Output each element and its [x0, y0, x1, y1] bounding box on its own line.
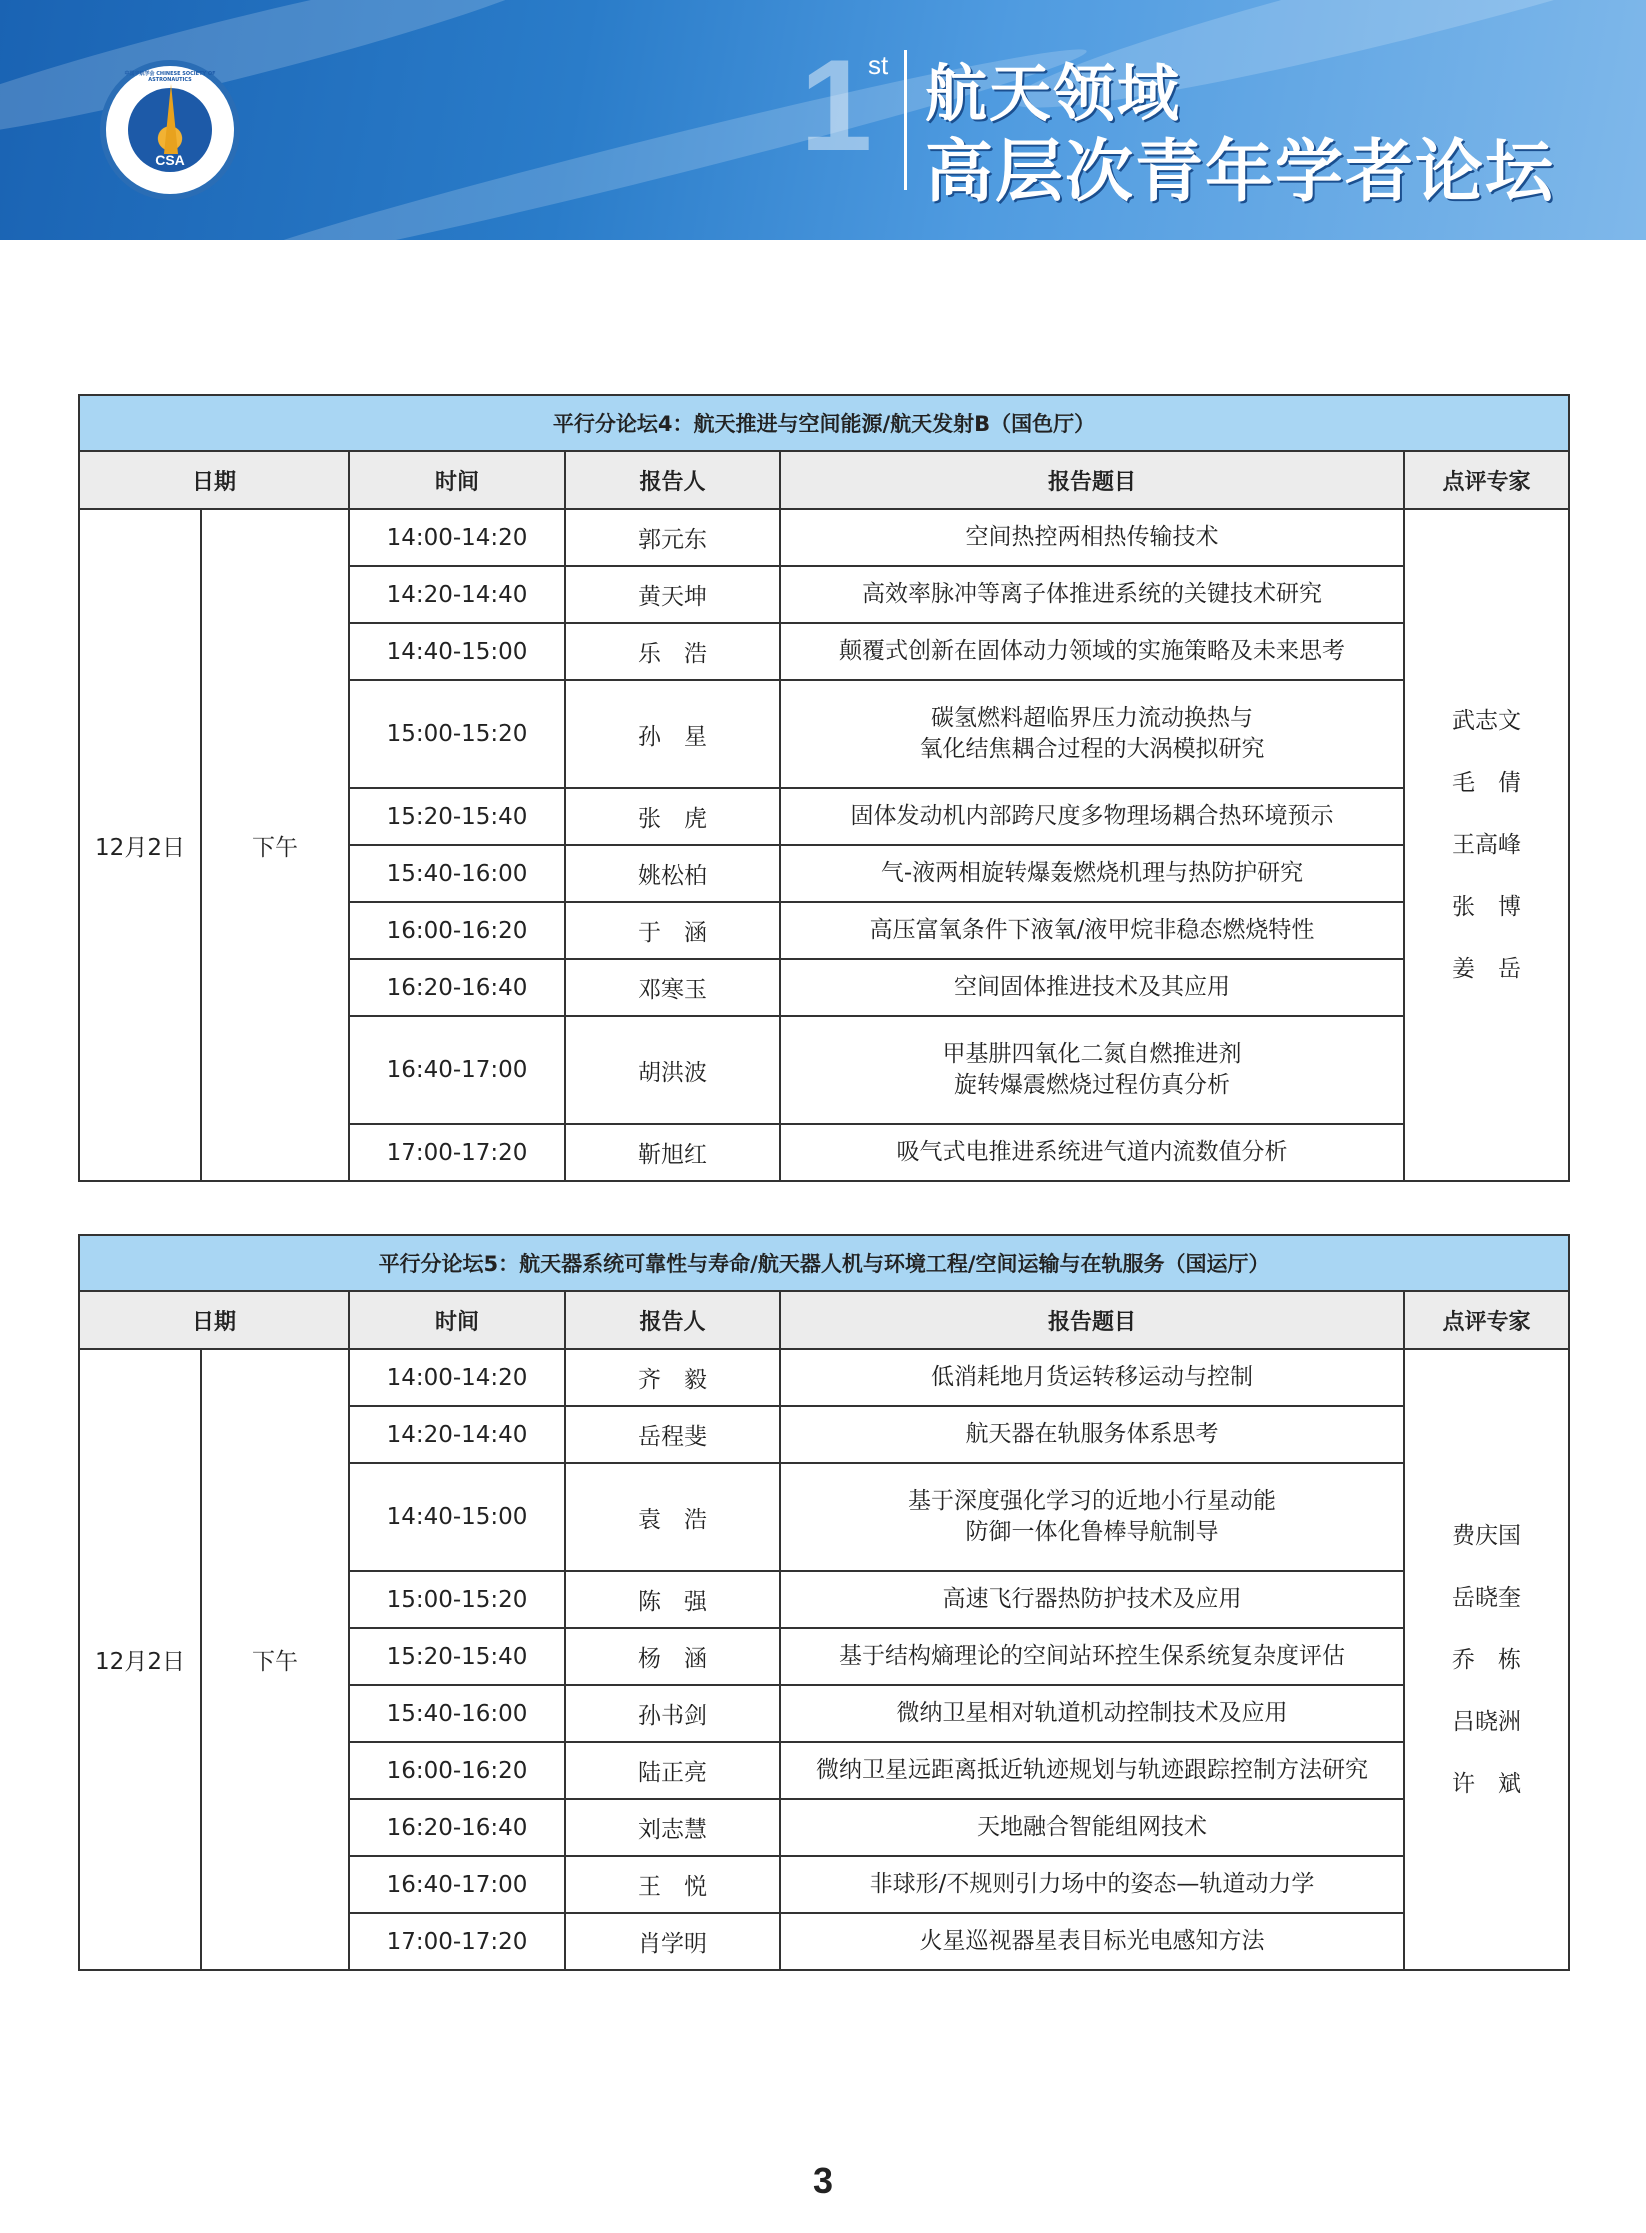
- time-cell: 15:40-16:00: [349, 845, 565, 902]
- time-cell: 16:20-16:40: [349, 1799, 565, 1856]
- speaker-cell: 岳程斐: [565, 1406, 780, 1463]
- experts-cell: 武志文 毛 倩 王高峰 张 博 姜 岳: [1404, 509, 1569, 1181]
- speaker-cell: 于 涵: [565, 902, 780, 959]
- time-cell: 16:00-16:20: [349, 902, 565, 959]
- speaker-cell: 郭元东: [565, 509, 780, 566]
- col-date: 日期: [79, 1291, 349, 1349]
- topic-cell: 高效率脉冲等离子体推进系统的关键技术研究: [780, 566, 1404, 623]
- time-cell: 17:00-17:20: [349, 1913, 565, 1970]
- time-cell: 14:20-14:40: [349, 566, 565, 623]
- time-cell: 14:20-14:40: [349, 1406, 565, 1463]
- speaker-cell: 刘志慧: [565, 1799, 780, 1856]
- time-cell: 14:40-15:00: [349, 623, 565, 680]
- topic-cell: 气-液两相旋转爆轰燃烧机理与热防护研究: [780, 845, 1404, 902]
- topic-cell: 航天器在轨服务体系思考: [780, 1406, 1404, 1463]
- time-cell: 16:40-17:00: [349, 1856, 565, 1913]
- time-cell: 15:00-15:20: [349, 1571, 565, 1628]
- time-cell: 16:00-16:20: [349, 1742, 565, 1799]
- col-experts: 点评专家: [1404, 1291, 1569, 1349]
- col-time: 时间: [349, 1291, 565, 1349]
- time-cell: 16:20-16:40: [349, 959, 565, 1016]
- experts-cell: 费庆国 岳晓奎 乔 栋 吕晓洲 许 斌: [1404, 1349, 1569, 1970]
- topic-cell: 基于深度强化学习的近地小行星动能 防御一体化鲁棒导航制导: [780, 1463, 1404, 1571]
- col-speaker: 报告人: [565, 451, 780, 509]
- topic-cell: 甲基肼四氧化二氮自燃推进剂 旋转爆震燃烧过程仿真分析: [780, 1016, 1404, 1124]
- table-row: [79, 1349, 1569, 1406]
- speaker-cell: 张 虎: [565, 788, 780, 845]
- topic-cell: 空间热控两相热传输技术: [780, 509, 1404, 566]
- col-time: 时间: [349, 451, 565, 509]
- topic-cell: 基于结构熵理论的空间站环控生保系统复杂度评估: [780, 1628, 1404, 1685]
- title-divider: [904, 50, 907, 190]
- speaker-cell: 陈 强: [565, 1571, 780, 1628]
- topic-cell: 微纳卫星相对轨道机动控制技术及应用: [780, 1685, 1404, 1742]
- speaker-cell: 陆正亮: [565, 1742, 780, 1799]
- time-cell: 15:00-15:20: [349, 680, 565, 788]
- col-topic: 报告题目: [780, 451, 1404, 509]
- time-cell: 15:20-15:40: [349, 788, 565, 845]
- period-cell: 下午: [201, 1349, 349, 1970]
- date-cell: 12月2日: [79, 509, 201, 1181]
- speaker-cell: 靳旭红: [565, 1124, 780, 1181]
- time-cell: 14:00-14:20: [349, 509, 565, 566]
- col-speaker: 报告人: [565, 1291, 780, 1349]
- forum5-table: [78, 1234, 1570, 1971]
- col-experts: 点评专家: [1404, 451, 1569, 509]
- page-number: 3: [812, 2160, 834, 2201]
- time-cell: 14:40-15:00: [349, 1463, 565, 1571]
- topic-cell: 空间固体推进技术及其应用: [780, 959, 1404, 1016]
- logo-ring-text: 中国宇航学会 CHINESE SOCIETY OF ASTRONAUTICS: [124, 71, 216, 83]
- topic-cell: 高速飞行器热防护技术及应用: [780, 1571, 1404, 1628]
- topic-cell: 低消耗地月货运转移运动与控制: [780, 1349, 1404, 1406]
- topic-cell: 微纳卫星远距离抵近轨迹规划与轨迹跟踪控制方法研究: [780, 1742, 1404, 1799]
- edition-suffix: st: [868, 50, 889, 80]
- topic-cell: 天地融合智能组网技术: [780, 1799, 1404, 1856]
- speaker-cell: 孙书剑: [565, 1685, 780, 1742]
- speaker-cell: 袁 浩: [565, 1463, 780, 1571]
- table-row: [79, 509, 1569, 566]
- time-cell: 15:20-15:40: [349, 1628, 565, 1685]
- topic-cell: 固体发动机内部跨尺度多物理场耦合热环境预示: [780, 788, 1404, 845]
- title-line1: 航天领域: [925, 57, 1182, 130]
- logo-text: CSA: [155, 152, 185, 168]
- topic-cell: 碳氢燃料超临界压力流动换热与 氧化结焦耦合过程的大涡模拟研究: [780, 680, 1404, 788]
- forum4-table: [78, 394, 1570, 1182]
- time-cell: 14:00-14:20: [349, 1349, 565, 1406]
- period-cell: 下午: [201, 509, 349, 1181]
- speaker-cell: 杨 涵: [565, 1628, 780, 1685]
- speaker-cell: 齐 毅: [565, 1349, 780, 1406]
- topic-cell: 非球形/不规则引力场中的姿态—轨道动力学: [780, 1856, 1404, 1913]
- title-line2: 高层次青年学者论坛: [925, 133, 1556, 212]
- csa-logo: [100, 60, 240, 200]
- edition-number: 1: [800, 32, 873, 178]
- forum5-title: 平行分论坛5：航天器系统可靠性与寿命/航天器人机与环境工程/空间运输与在轨服务（国运厅）: [79, 1235, 1569, 1291]
- time-cell: 16:40-17:00: [349, 1016, 565, 1124]
- speaker-cell: 邓寒玉: [565, 959, 780, 1016]
- forum4-title: 平行分论坛4：航天推进与空间能源/航天发射B（国色厅）: [79, 395, 1569, 451]
- time-cell: 15:40-16:00: [349, 1685, 565, 1742]
- time-cell: 17:00-17:20: [349, 1124, 565, 1181]
- speaker-cell: 肖学明: [565, 1913, 780, 1970]
- speaker-cell: 黄天坤: [565, 566, 780, 623]
- speaker-cell: 孙 星: [565, 680, 780, 788]
- header-banner: [0, 0, 1646, 240]
- col-topic: 报告题目: [780, 1291, 1404, 1349]
- speaker-cell: 姚松柏: [565, 845, 780, 902]
- topic-cell: 高压富氧条件下液氧/液甲烷非稳态燃烧特性: [780, 902, 1404, 959]
- topic-cell: 吸气式电推进系统进气道内流数值分析: [780, 1124, 1404, 1181]
- speaker-cell: 乐 浩: [565, 623, 780, 680]
- date-cell: 12月2日: [79, 1349, 201, 1970]
- topic-cell: 颠覆式创新在固体动力领域的实施策略及未来思考: [780, 623, 1404, 680]
- speaker-cell: 王 悦: [565, 1856, 780, 1913]
- col-date: 日期: [79, 451, 349, 509]
- topic-cell: 火星巡视器星表目标光电感知方法: [780, 1913, 1404, 1970]
- speaker-cell: 胡洪波: [565, 1016, 780, 1124]
